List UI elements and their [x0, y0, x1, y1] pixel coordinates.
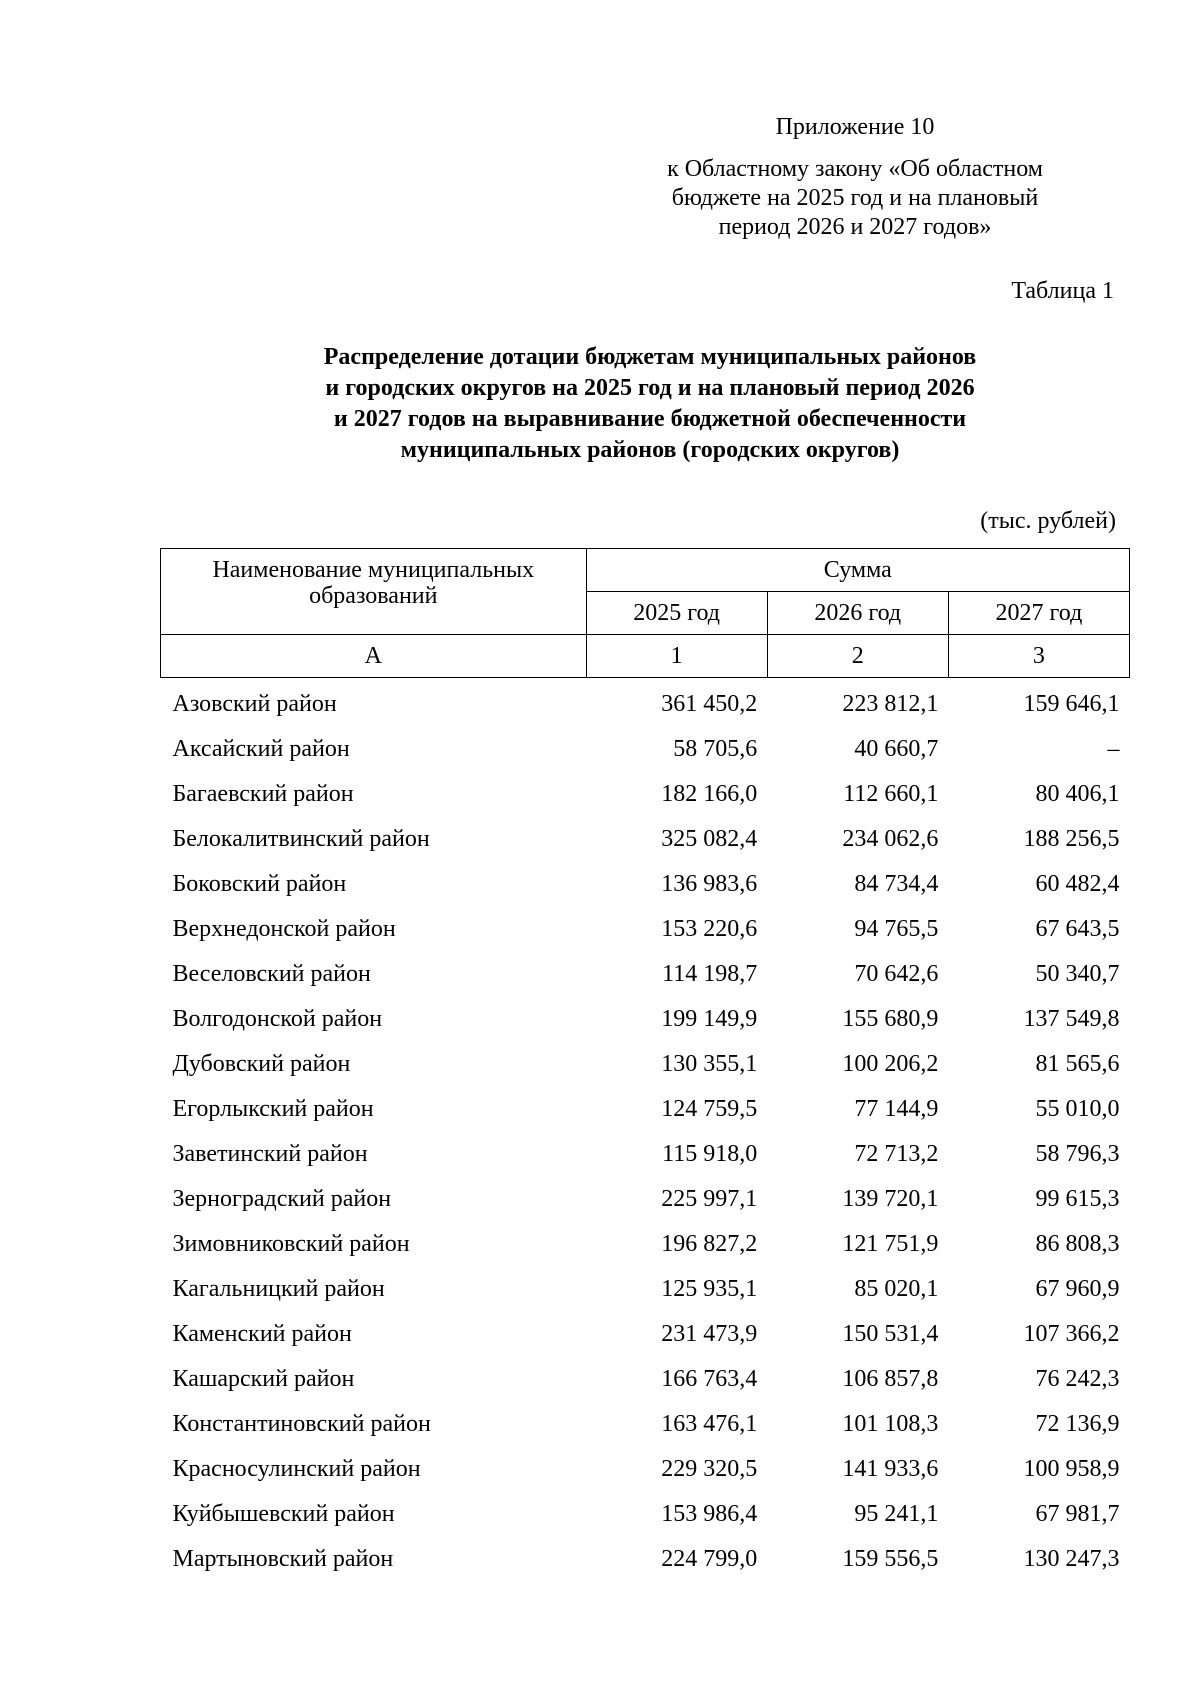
value-2025-cell: 199 149,9: [661, 1006, 758, 1032]
municipality-name-cell: Верхнедонской район: [172, 916, 396, 942]
value-2027-cell: 72 136,9: [1035, 1411, 1120, 1437]
value-2025-cell: 196 827,2: [661, 1231, 758, 1257]
value-2027-cell: 58 796,3: [1035, 1141, 1120, 1167]
table-header: [161, 549, 1130, 678]
table-row: [161, 952, 1130, 997]
value-2027-cell: 86 808,3: [1035, 1231, 1120, 1257]
header-sum: Сумма: [586, 549, 1129, 592]
municipality-name-cell: Багаевский район: [172, 781, 354, 807]
value-2027-cell: 76 242,3: [1035, 1366, 1120, 1392]
value-2025-cell: 130 355,1: [661, 1051, 758, 1077]
municipality-name-cell: Каменский район: [172, 1321, 352, 1347]
municipality-name-cell: Волгодонской район: [172, 1006, 383, 1032]
table-row: [161, 1357, 1130, 1402]
value-2025-cell: 163 476,1: [661, 1411, 758, 1437]
value-2025-cell: 115 918,0: [662, 1141, 758, 1167]
document-title-line: и 2027 годов на выравнивание бюджетной обеспеченности: [333, 406, 967, 432]
table-row: [161, 1402, 1130, 1447]
value-2026-cell: 112 660,1: [843, 781, 939, 807]
value-2026-cell: 234 062,6: [842, 826, 939, 852]
table-row: [161, 1267, 1130, 1312]
value-2027-cell: 100 958,9: [1023, 1456, 1120, 1482]
value-2027-cell: 137 549,8: [1023, 1006, 1120, 1032]
value-2027-cell: 159 646,1: [1023, 691, 1120, 717]
municipality-name-cell: Заветинский район: [172, 1141, 368, 1167]
value-2027-cell: 67 643,5: [1035, 916, 1120, 942]
municipality-name-cell: Белокалитвинский район: [172, 826, 430, 852]
units-note: (тыс. рублей): [980, 508, 1116, 534]
value-2025-cell: 224 799,0: [661, 1546, 758, 1572]
table-row: [161, 817, 1130, 862]
value-2026-cell: 100 206,2: [842, 1051, 939, 1077]
table-body: [161, 678, 1130, 1583]
header-year-2026: 2026 год: [767, 592, 948, 635]
document-title-line: Распределение дотации бюджетам муниципальных районов: [323, 344, 977, 370]
value-2025-cell: 229 320,5: [661, 1456, 758, 1482]
value-2025-cell: 153 986,4: [661, 1501, 758, 1527]
table-row: [161, 772, 1130, 817]
table-row: [161, 1132, 1130, 1177]
value-2026-cell: 139 720,1: [842, 1186, 939, 1212]
value-2026-cell: 155 680,9: [842, 1006, 939, 1032]
value-2027-cell: 130 247,3: [1023, 1546, 1120, 1572]
value-2026-cell: 72 713,2: [854, 1141, 939, 1167]
table-row: [161, 727, 1130, 772]
header-index-2: 2: [767, 635, 948, 678]
table-row: [161, 1042, 1130, 1087]
value-2027-cell: 99 615,3: [1035, 1186, 1120, 1212]
table-row: [161, 862, 1130, 907]
value-2025-cell: 114 198,7: [662, 961, 758, 987]
appendix-reference-line: к Областному закону «Об областном: [667, 156, 1043, 182]
header-year-2025: 2025 год: [586, 592, 767, 635]
value-2026-cell: 101 108,3: [842, 1411, 939, 1437]
subsidy-table: [160, 548, 1130, 1582]
value-2026-cell: 94 765,5: [854, 916, 939, 942]
header-index-a: А: [161, 635, 587, 678]
table-row: [161, 1222, 1130, 1267]
table-row: [161, 1177, 1130, 1222]
value-2027-cell: 67 960,9: [1035, 1276, 1120, 1302]
value-2025-cell: 325 082,4: [661, 826, 758, 852]
appendix-reference: [640, 155, 1070, 242]
municipality-name-cell: Дубовский район: [172, 1051, 351, 1077]
value-2026-cell: 106 857,8: [842, 1366, 939, 1392]
value-2026-cell: 70 642,6: [854, 961, 939, 987]
municipality-name-cell: Мартыновский район: [172, 1546, 394, 1572]
value-2027-cell: 107 366,2: [1023, 1321, 1120, 1347]
value-2026-cell: 95 241,1: [854, 1501, 939, 1527]
value-2027-cell: –: [1107, 736, 1120, 762]
value-2027-cell: 188 256,5: [1023, 826, 1120, 852]
table-row: [161, 1492, 1130, 1537]
value-2025-cell: 182 166,0: [661, 781, 758, 807]
municipality-name-cell: Кагальницкий район: [172, 1276, 385, 1302]
value-2025-cell: 166 763,4: [661, 1366, 758, 1392]
municipality-name-cell: Константиновский район: [172, 1411, 431, 1437]
value-2026-cell: 223 812,1: [842, 691, 939, 717]
value-2025-cell: 124 759,5: [661, 1096, 758, 1122]
value-2027-cell: 80 406,1: [1035, 781, 1120, 807]
value-2026-cell: 40 660,7: [854, 736, 939, 762]
value-2025-cell: 361 450,2: [661, 691, 758, 717]
table-row: [161, 997, 1130, 1042]
document-title: [160, 342, 1140, 466]
value-2025-cell: 136 983,6: [661, 871, 758, 897]
value-2025-cell: 125 935,1: [661, 1276, 758, 1302]
municipality-name-cell: Аксайский район: [172, 736, 350, 762]
header-municipality-name: Наименование муниципальных образований: [161, 549, 587, 635]
appendix-reference-line: период 2026 и 2027 годов»: [718, 214, 992, 240]
table-row: [161, 1447, 1130, 1492]
value-2026-cell: 84 734,4: [854, 871, 939, 897]
value-2026-cell: 77 144,9: [854, 1096, 939, 1122]
value-2026-cell: 141 933,6: [842, 1456, 939, 1482]
value-2027-cell: 55 010,0: [1035, 1096, 1120, 1122]
table-label: Таблица 1: [1011, 278, 1114, 304]
municipality-name-cell: Зимовниковский район: [172, 1231, 410, 1257]
municipality-name-cell: Егорлыкский район: [172, 1096, 374, 1122]
table-row: [161, 1087, 1130, 1132]
municipality-name-cell: Красносулинский район: [172, 1456, 421, 1482]
value-2026-cell: 159 556,5: [842, 1546, 939, 1572]
value-2027-cell: 81 565,6: [1035, 1051, 1120, 1077]
table-row: [161, 1312, 1130, 1357]
header-index-1: 1: [586, 635, 767, 678]
municipality-name-cell: Куйбышевский район: [172, 1501, 395, 1527]
table-row: [161, 678, 1130, 728]
value-2027-cell: 50 340,7: [1035, 961, 1120, 987]
municipality-name-cell: Кашарский район: [172, 1366, 355, 1392]
value-2026-cell: 85 020,1: [854, 1276, 939, 1302]
header-year-2027: 2027 год: [948, 592, 1129, 635]
appendix-title: Приложение 10: [775, 114, 935, 140]
header-index-3: 3: [948, 635, 1129, 678]
municipality-name-cell: Зерноградский район: [172, 1186, 392, 1212]
value-2025-cell: 153 220,6: [661, 916, 758, 942]
municipality-name-cell: Азовский район: [172, 691, 337, 717]
municipality-name-cell: Боковский район: [172, 871, 347, 897]
value-2025-cell: 225 997,1: [661, 1186, 758, 1212]
value-2026-cell: 121 751,9: [842, 1231, 939, 1257]
appendix-reference-line: бюджете на 2025 год и на плановый: [671, 185, 1039, 211]
document-title-line: и городских округов на 2025 год и на плановый период 2026: [325, 375, 975, 401]
value-2026-cell: 150 531,4: [842, 1321, 939, 1347]
document-title-line: муниципальных районов (городских округов): [400, 437, 900, 463]
value-2025-cell: 231 473,9: [661, 1321, 758, 1347]
value-2027-cell: 67 981,7: [1035, 1501, 1120, 1527]
municipality-name-cell: Веселовский район: [172, 961, 371, 987]
table-row: [161, 1537, 1130, 1582]
value-2025-cell: 58 705,6: [673, 736, 758, 762]
value-2027-cell: 60 482,4: [1035, 871, 1120, 897]
table-row: [161, 907, 1130, 952]
